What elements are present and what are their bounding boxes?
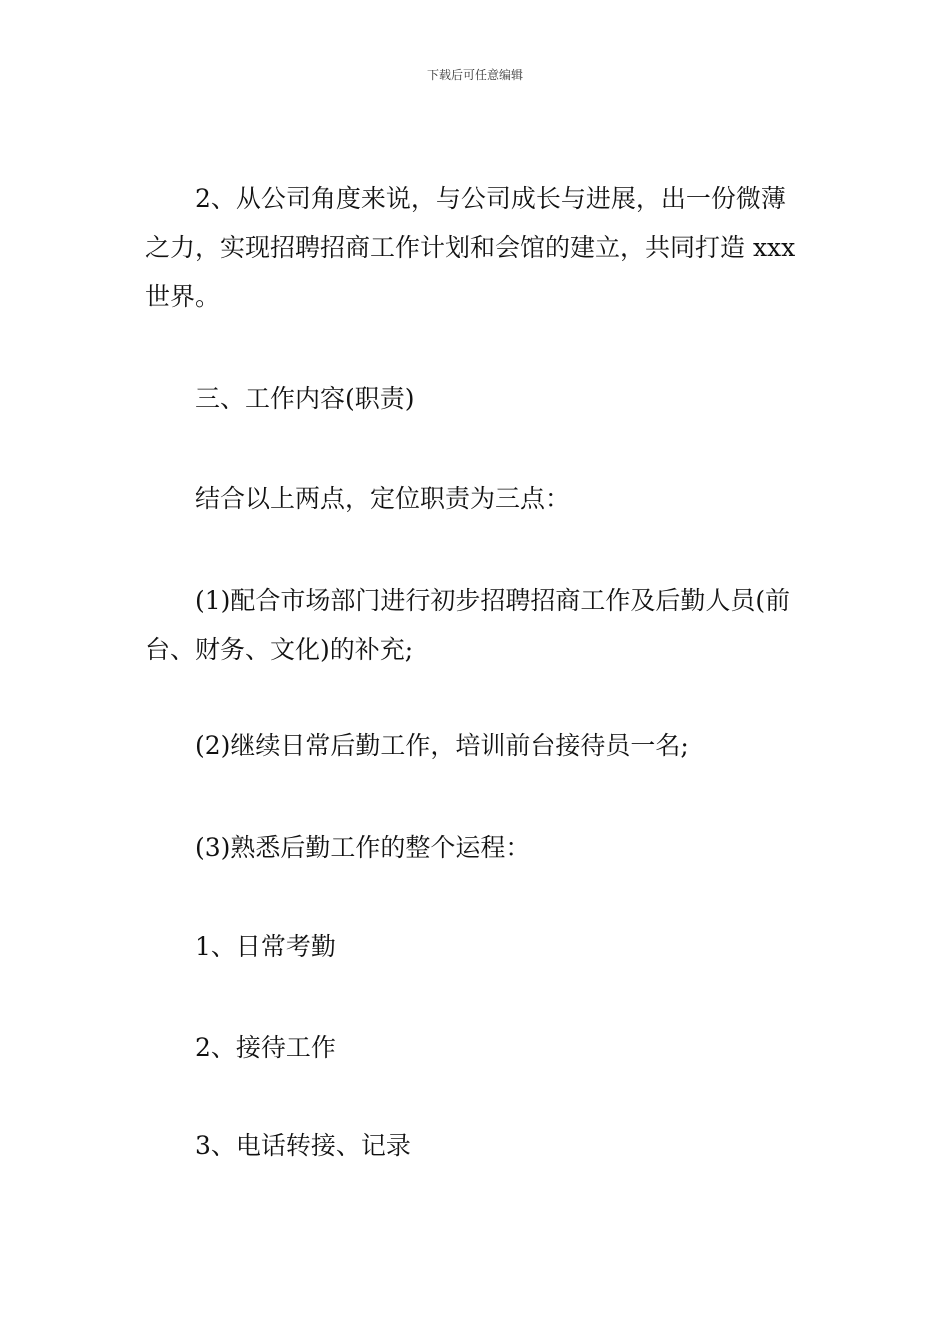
list-item-duty-3: (3)熟悉后勤工作的整个运程： xyxy=(195,833,531,862)
paragraph-duty-summary: 结合以上两点，定位职责为三点： xyxy=(195,484,571,513)
list-item-attendance: 1、日常考勤 xyxy=(195,932,336,961)
list-item-phone: 3、电话转接、记录 xyxy=(195,1131,411,1160)
section-heading-work-content: 三、工作内容(职责) xyxy=(195,384,415,413)
list-item-duty-1: (1)配合市场部门进行初步招聘招商工作及后勤人员(前台、财务、文化)的补充; xyxy=(145,586,791,664)
list-item-reception: 2、接待工作 xyxy=(195,1033,336,1062)
list-item-duty-2: (2)继续日常后勤工作，培训前台接待员一名; xyxy=(195,731,689,760)
page-header-note: 下载后可任意编辑 xyxy=(426,68,523,82)
paragraph-company-perspective: 2、从公司角度来说，与公司成长与进展，出一份微薄之力，实现招聘招商工作计划和会馆的建立，共同打造 xxx 世界。 xyxy=(145,184,796,311)
